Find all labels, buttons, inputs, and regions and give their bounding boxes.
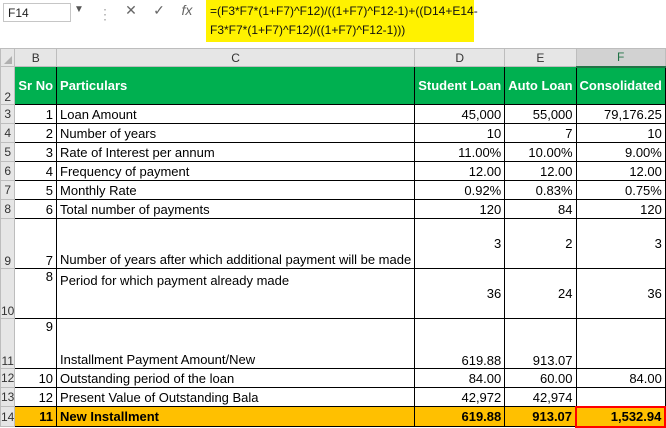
column-header-f[interactable]: F: [576, 49, 665, 67]
name-box[interactable]: F14: [3, 3, 71, 22]
cell-particulars[interactable]: Loan Amount: [57, 105, 415, 124]
cell-auto-loan[interactable]: 42,974: [505, 388, 576, 407]
cell-student-loan[interactable]: 45,000: [415, 105, 505, 124]
cell-student-loan[interactable]: 10: [415, 124, 505, 143]
select-all-button[interactable]: [1, 49, 15, 67]
table-row: [1, 369, 666, 388]
row-header[interactable]: 5: [1, 143, 15, 162]
table-row: [1, 319, 666, 369]
table-row: [1, 124, 666, 143]
table-row: [1, 162, 666, 181]
cell-consolidated[interactable]: 0.75%: [576, 181, 665, 200]
cell-sr-no[interactable]: 8: [15, 269, 57, 319]
header-cell-sr-no[interactable]: Sr No: [15, 67, 57, 105]
table-row: [1, 143, 666, 162]
column-header-b[interactable]: B: [15, 49, 57, 67]
formula-line: =(F3*F7*(1+F7)^F12)/((1+F7)^F12-1)+((D14+E14-: [210, 4, 478, 18]
total-row: [1, 407, 666, 427]
formula-bar-separator-icon: ⋮: [98, 6, 112, 22]
table-row: [1, 181, 666, 200]
cell-particulars[interactable]: Rate of Interest per annum: [57, 143, 415, 162]
cell-sr-no[interactable]: 1: [15, 105, 57, 124]
cell-auto-loan[interactable]: 2: [505, 219, 576, 269]
cell-student-loan[interactable]: 11.00%: [415, 143, 505, 162]
cell-consolidated[interactable]: [576, 319, 665, 369]
cell-particulars[interactable]: Frequency of payment: [57, 162, 415, 181]
cell-sr-no[interactable]: 5: [15, 181, 57, 200]
cell-student-loan[interactable]: 84.00: [415, 369, 505, 388]
cell-particulars[interactable]: Outstanding period of the loan: [57, 369, 415, 388]
cell-consolidated[interactable]: 3: [576, 219, 665, 269]
cell-auto-loan[interactable]: 55,000: [505, 105, 576, 124]
row-header[interactable]: 2: [1, 67, 15, 105]
name-box-dropdown-icon[interactable]: ▼: [74, 4, 84, 15]
cell-consolidated[interactable]: 10: [576, 124, 665, 143]
cell-student-loan[interactable]: 42,972: [415, 388, 505, 407]
cell-student-loan[interactable]: 3: [415, 219, 505, 269]
column-header-row: [1, 49, 666, 67]
row-header[interactable]: 3: [1, 105, 15, 124]
cell-auto-loan[interactable]: 12.00: [505, 162, 576, 181]
column-header-c[interactable]: C: [57, 49, 415, 67]
select-all-icon: [4, 56, 12, 64]
formula-bar: [0, 0, 478, 46]
spreadsheet-grid: [0, 48, 666, 428]
cell-auto-loan[interactable]: 0.83%: [505, 181, 576, 200]
cell-consolidated[interactable]: 120: [576, 200, 665, 219]
row-header[interactable]: 4: [1, 124, 15, 143]
formula-input[interactable]: [206, 0, 478, 42]
table-row: [1, 388, 666, 407]
column-header-e[interactable]: E: [505, 49, 576, 67]
cell-sr-no[interactable]: 2: [15, 124, 57, 143]
row-header[interactable]: 14: [1, 407, 15, 427]
row-header[interactable]: 9: [1, 219, 15, 269]
header-cell-auto-loan[interactable]: Auto Loan: [505, 67, 576, 105]
cell-auto-loan[interactable]: 10.00%: [505, 143, 576, 162]
cell-consolidated[interactable]: 79,176.25: [576, 105, 665, 124]
cancel-icon[interactable]: ✕: [125, 2, 137, 18]
cell-auto-loan[interactable]: 60.00: [505, 369, 576, 388]
cell-auto-loan[interactable]: 913.07: [505, 319, 576, 369]
row-header[interactable]: 12: [1, 369, 15, 388]
cell-particulars[interactable]: Number of years: [57, 124, 415, 143]
cell-sr-no[interactable]: 11: [15, 407, 57, 427]
table-row: [1, 105, 666, 124]
cell-consolidated[interactable]: 36: [576, 269, 665, 319]
header-cell-particulars[interactable]: Particulars: [57, 67, 415, 105]
table-header-row: [1, 67, 666, 105]
cell-auto-loan[interactable]: 24: [505, 269, 576, 319]
row-header[interactable]: 8: [1, 200, 15, 219]
cell-sr-no[interactable]: 10: [15, 369, 57, 388]
cell-sr-no[interactable]: 6: [15, 200, 57, 219]
cell-student-loan[interactable]: 619.88: [415, 407, 505, 427]
row-header[interactable]: 11: [1, 319, 15, 369]
cell-student-loan[interactable]: 36: [415, 269, 505, 319]
cell-student-loan[interactable]: 619.88: [415, 319, 505, 369]
cell-consolidated[interactable]: [576, 388, 665, 407]
row-header[interactable]: 6: [1, 162, 15, 181]
cell-particulars[interactable]: Installment Payment Amount/New: [57, 319, 415, 369]
table-row: [1, 269, 666, 319]
cell-consolidated[interactable]: 12.00: [576, 162, 665, 181]
cell-sr-no[interactable]: 12: [15, 388, 57, 407]
cell-student-loan[interactable]: 0.92%: [415, 181, 505, 200]
formula-line: F3*F7*(1+F7)^F12)/((1+F7)^F12-1))): [210, 23, 406, 37]
cell-auto-loan[interactable]: 913.07: [505, 407, 576, 427]
cell-particulars[interactable]: Monthly Rate: [57, 181, 415, 200]
enter-icon[interactable]: ✓: [153, 2, 165, 18]
cell-consolidated[interactable]: 84.00: [576, 369, 665, 388]
table-row: [1, 219, 666, 269]
cell-particulars[interactable]: New Installment: [57, 407, 415, 427]
row-header[interactable]: 7: [1, 181, 15, 200]
header-cell-student-loan[interactable]: Student Loan: [415, 67, 505, 105]
cell-sr-no[interactable]: 7: [15, 219, 57, 269]
cell-student-loan[interactable]: 120: [415, 200, 505, 219]
cell-auto-loan[interactable]: 84: [505, 200, 576, 219]
cell-sr-no[interactable]: 4: [15, 162, 57, 181]
cell-auto-loan[interactable]: 7: [505, 124, 576, 143]
cell-student-loan[interactable]: 12.00: [415, 162, 505, 181]
cell-sr-no[interactable]: 9: [15, 319, 57, 369]
cell-particulars[interactable]: Period for which payment already made: [57, 269, 415, 319]
cell-consolidated[interactable]: 9.00%: [576, 143, 665, 162]
row-header[interactable]: 13: [1, 388, 15, 407]
column-header-d[interactable]: D: [415, 49, 505, 67]
cell-particulars[interactable]: Total number of payments: [57, 200, 415, 219]
cell-particulars[interactable]: Number of years after which additional payment will be made: [57, 219, 415, 269]
cell-particulars[interactable]: Present Value of Outstanding Bala: [57, 388, 415, 407]
selected-cell-consolidated[interactable]: 1,532.94: [576, 407, 665, 427]
table-row: [1, 200, 666, 219]
cell-sr-no[interactable]: 3: [15, 143, 57, 162]
header-cell-consolidated[interactable]: Consolidated: [576, 67, 665, 105]
row-header[interactable]: 10: [1, 269, 15, 319]
fx-icon[interactable]: fx: [181, 2, 193, 18]
